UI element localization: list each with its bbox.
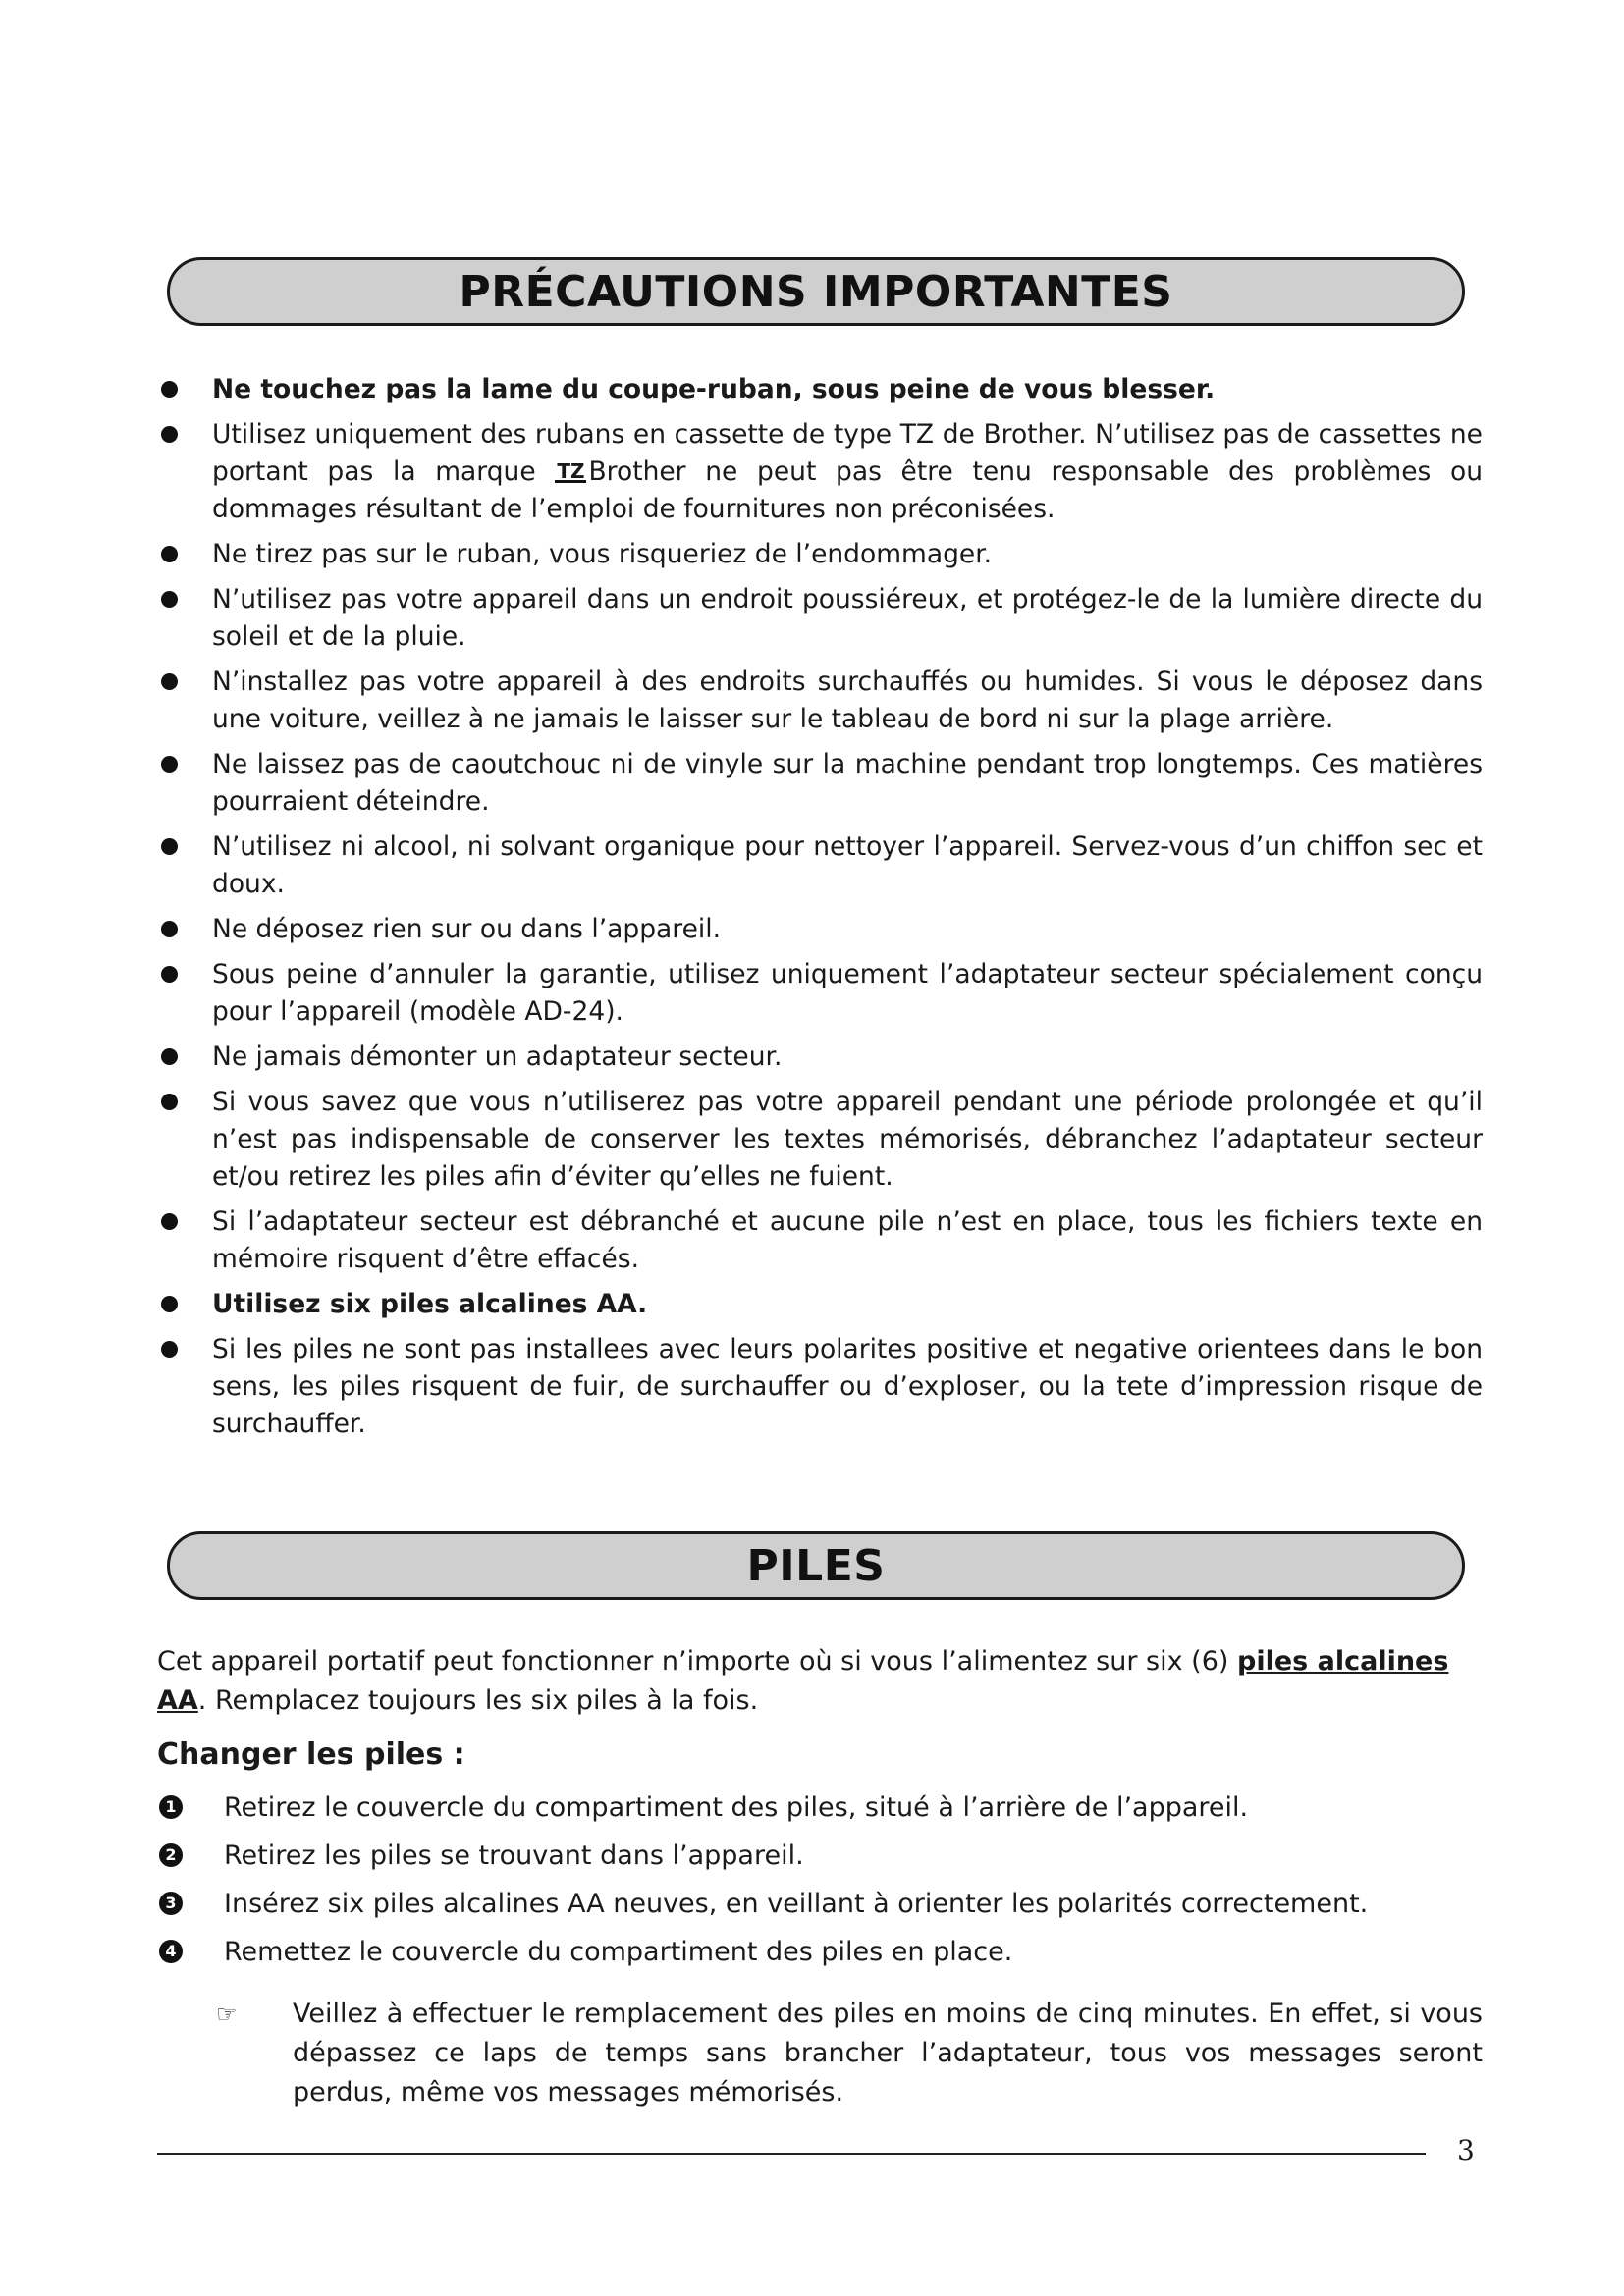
- change-batteries-heading: Changer les piles :: [157, 1737, 465, 1772]
- step-number-icon: 3: [159, 1892, 183, 1915]
- precautions-list: [157, 371, 1483, 1451]
- piles-intro: Cet appareil portatif peut fonctionner n’importe où si vous l’alimentez sur six (6) piles alcalines AA. Remplacez toujours les six piles à la fois.: [157, 1646, 1449, 1716]
- pointing-hand-icon: ☞: [216, 2001, 238, 2028]
- steps-list: [155, 1789, 1471, 1981]
- list-item: Ne laissez pas de caoutchouc ni de vinyle sur la machine pendant trop longtemps. Ces matières pourraient déteindre.: [157, 746, 1483, 821]
- list-item: N’installez pas votre appareil à des endroits surchauffés ou humides. Si vous le déposez dans une voiture, veillez à ne jamais le laisser sur le tableau de bord ni sur la plage arrière.: [157, 664, 1483, 738]
- bullet-icon: [161, 591, 178, 608]
- bullet-icon: [161, 381, 178, 398]
- list-item: N’utilisez pas votre appareil dans un endroit poussiéreux, et protégez-le de la lumière directe du soleil et de la pluie.: [157, 581, 1483, 656]
- bullet-icon: [161, 838, 178, 855]
- bullet-icon: [161, 966, 178, 983]
- bullet-icon: [161, 1094, 178, 1110]
- bullet-icon: [161, 1213, 178, 1230]
- list-item: Si vous savez que vous n’utiliserez pas votre appareil pendant une période prolongée et qu’il n’est pas indispensable de conserver les textes mémorisés, débranchez l’adaptateur secteur et/ou retirez les piles afin d’éviter qu’elles ne fuient.: [157, 1084, 1483, 1196]
- piles-title: PILES: [746, 1540, 886, 1591]
- step-item: 1 Retirez le couvercle du compartiment des piles, situé à l’arrière de l’appareil.: [155, 1789, 1471, 1828]
- bullet-icon: [161, 921, 178, 937]
- step-number-icon: 4: [159, 1940, 183, 1963]
- list-item: Ne déposez rien sur ou dans l’appareil.: [157, 911, 1483, 948]
- step-item: 3 Insérez six piles alcalines AA neuves, en veillant à orienter les polarités correctement.: [155, 1885, 1471, 1924]
- page-number: 3: [1457, 2134, 1475, 2166]
- list-item: Ne touchez pas la lame du coupe-ruban, sous peine de vous blesser.: [157, 371, 1483, 408]
- step-item: 4 Remettez le couvercle du compartiment des piles en place.: [155, 1933, 1471, 1972]
- piles-alcalines-link[interactable]: piles alcalines AA: [157, 1646, 1449, 1716]
- note: ☞ Veillez à effectuer le remplacement des piles en moins de cinq minutes. En effet, si vous dépassez ce laps de temps sans brancher l’adaptateur, tous vos messages seront perdus, même vos messages mémorisés.: [216, 1995, 1483, 2112]
- precautions-banner: [167, 257, 1465, 326]
- bullet-icon: [161, 756, 178, 773]
- list-item: Utilisez six piles alcalines AA.: [157, 1286, 1483, 1323]
- bullet-icon: [161, 426, 178, 443]
- list-item: Si les piles ne sont pas installees avec leurs polarites positive et negative orientees dans le bon sens, les piles risquent de fuir, de surchauffer ou d’exploser, ou la tete d’impression risque de surchauffer.: [157, 1331, 1483, 1443]
- bullet-icon: [161, 1341, 178, 1358]
- step-item: 2 Retirez les piles se trouvant dans l’appareil.: [155, 1837, 1471, 1876]
- piles-banner: [167, 1531, 1465, 1600]
- footer-divider: [157, 2153, 1426, 2155]
- list-item: Sous peine d’annuler la garantie, utilisez uniquement l’adaptateur secteur spécialement conçu pour l’appareil (modèle AD-24).: [157, 956, 1483, 1031]
- bullet-icon: [161, 1296, 178, 1312]
- step-number-icon: 2: [159, 1843, 183, 1867]
- list-item: Si l’adaptateur secteur est débranché et aucune pile n’est en place, tous les fichiers texte en mémoire risquent d’être effacés.: [157, 1203, 1483, 1278]
- list-item: N’utilisez ni alcool, ni solvant organique pour nettoyer l’appareil. Servez-vous d’un chiffon sec et doux.: [157, 828, 1483, 903]
- bullet-icon: [161, 673, 178, 690]
- list-item: Ne tirez pas sur le ruban, vous risqueriez de l’endommager.: [157, 536, 1483, 573]
- list-item: Utilisez uniquement des rubans en cassette de type TZ de Brother. N’utilisez pas de cassettes ne portant pas la marque TZ Brother ne peut pas être tenu responsable des problèmes ou dommages résultant de l’emploi de fournitures non préconisées.: [157, 416, 1483, 528]
- precautions-title: PRÉCAUTIONS IMPORTANTES: [459, 266, 1173, 317]
- list-item: Ne jamais démonter un adaptateur secteur.: [157, 1039, 1483, 1076]
- tz-logo-icon: TZ: [557, 459, 585, 483]
- bullet-icon: [161, 1048, 178, 1065]
- step-number-icon: 1: [159, 1795, 183, 1819]
- bullet-icon: [161, 546, 178, 562]
